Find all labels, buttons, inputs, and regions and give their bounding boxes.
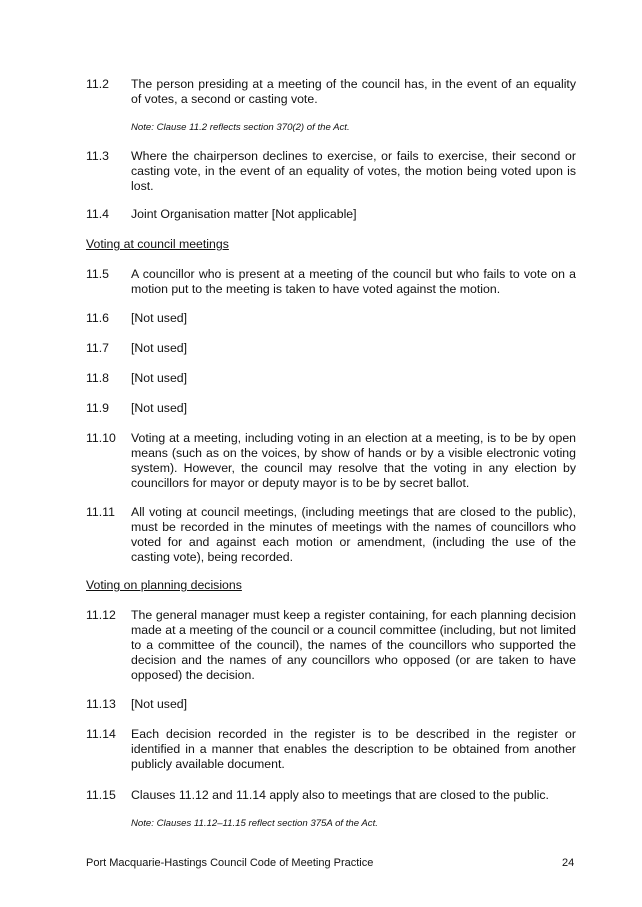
clause-11-10	[86, 431, 576, 491]
note-clauses-11-12-11-15: Note: Clauses 11.12–11.15 reflect section 375A of the Act.	[131, 818, 378, 829]
clause-11-3	[86, 149, 576, 194]
clause-number: 11.6	[86, 311, 110, 325]
clause-11-4	[86, 207, 576, 222]
clause-text: [Not used]	[131, 401, 188, 415]
clause-number: 11.7	[86, 341, 110, 355]
clause-text: [Not used]	[131, 341, 188, 355]
clause-text: Where the chairperson declines to exercise, or fails to exercise, their second or casting vote, in the event of an equality of votes, the motion being voted upon is lost.	[131, 149, 576, 193]
section-heading-voting-at-council-meetings: Voting at council meetings	[86, 237, 229, 251]
clause-text: The general manager must keep a register containing, for each planning decision made at a meeting of the council or a council committee (including, but not limited to a committee of the council), the names of the councillors who supported the decision and the names of any councillors who opposed (or are taken to have opposed) the decision.	[131, 608, 576, 682]
clause-text: Each decision recorded in the register is to be described in the register or identified in a manner that enables the description to be obtained from another publicly available document.	[131, 727, 576, 771]
clause-11-13	[86, 697, 576, 712]
footer-title: Port Macquarie-Hastings Council Code of Meeting Practice	[86, 857, 374, 869]
clause-number: 11.2	[86, 77, 110, 91]
clause-11-14	[86, 727, 576, 772]
section-heading-voting-on-planning-decisions: Voting on planning decisions	[86, 578, 242, 592]
clause-text: Voting at a meeting, including voting in an election at a meeting, is to be by open means (such as on the voices, by show of hands or by a visible electronic voting system). However, the council may resolve that the voting in any election by councillors for mayor or deputy mayor is to be by secret ballot.	[131, 431, 576, 490]
clause-number: 11.5	[86, 267, 110, 281]
clause-11-11	[86, 505, 576, 565]
clause-text: Joint Organisation matter [Not applicable]	[131, 207, 357, 221]
page-number: 24	[562, 857, 575, 869]
clause-text: [Not used]	[131, 311, 188, 325]
clause-11-15	[86, 788, 576, 803]
clause-text: All voting at council meetings, (including meetings that are closed to the public), must be recorded in the minutes of meetings with the names of councillors who voted for and against each motion or amendment, (including the use of the casting vote), being recorded.	[131, 505, 576, 564]
note-clause-11-2: Note: Clause 11.2 reflects section 370(2) of the Act.	[131, 122, 350, 133]
clause-11-5	[86, 267, 576, 297]
clause-number: 11.3	[86, 149, 110, 163]
clause-text: [Not used]	[131, 371, 188, 385]
clause-11-6	[86, 311, 576, 326]
clause-11-8	[86, 371, 576, 386]
clause-number: 11.11	[86, 505, 115, 519]
clause-number: 11.10	[86, 431, 116, 445]
clause-number: 11.15	[86, 788, 116, 802]
clause-number: 11.8	[86, 371, 110, 385]
clause-number: 11.4	[86, 207, 110, 221]
clause-number: 11.13	[86, 697, 116, 711]
clause-number: 11.14	[86, 727, 116, 741]
clause-text: The person presiding at a meeting of the council has, in the event of an equality of votes, a second or casting vote.	[131, 77, 576, 106]
clause-text: A councillor who is present at a meeting of the council but who fails to vote on a motion put to the meeting is taken to have voted against the motion.	[131, 267, 576, 296]
clause-text: Clauses 11.12 and 11.14 apply also to meetings that are closed to the public.	[131, 788, 549, 802]
clause-number: 11.9	[86, 401, 110, 415]
clause-11-2	[86, 77, 576, 107]
clause-11-9	[86, 401, 576, 416]
clause-number: 11.12	[86, 608, 116, 622]
clause-text: [Not used]	[131, 697, 188, 711]
clause-11-12	[86, 608, 576, 683]
clause-11-7	[86, 341, 576, 356]
